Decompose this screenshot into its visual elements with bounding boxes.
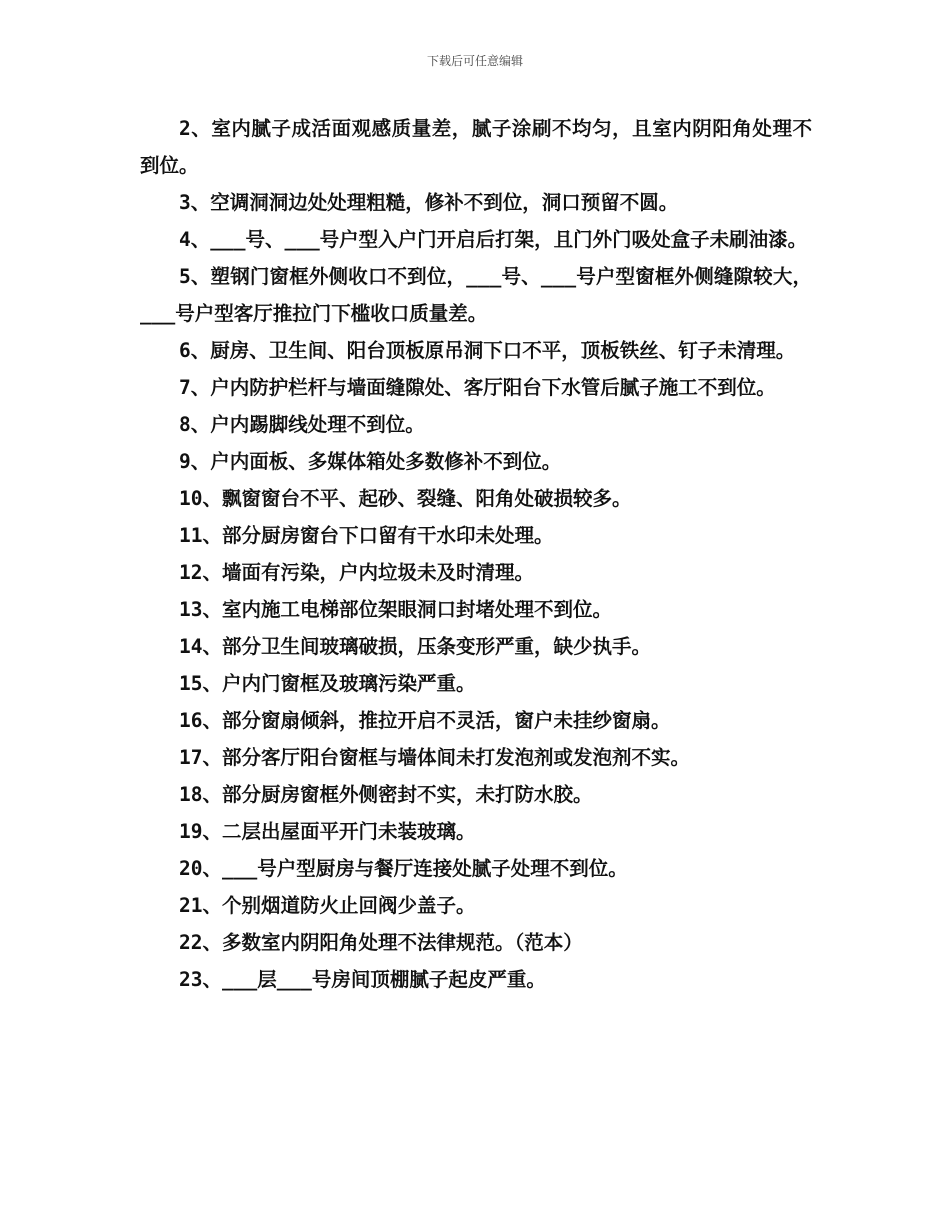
list-item: 4、___号、___号户型入户门开启后打架，且门外门吸处盒子未刷油漆。	[179, 228, 808, 251]
list-item: 7、户内防护栏杆与墙面缝隙处、客厅阳台下水管后腻子施工不到位。	[179, 376, 776, 399]
list-item: 12、墙面有污染，户内垃圾未及时清理。	[179, 561, 534, 584]
list-item: 2、室内腻子成活面观感质量差，腻子涂刷不均匀，且室内阴阳角处理不到位。	[140, 117, 812, 177]
list-item: 22、多数室内阴阳角处理不法律规范。（范本）	[179, 931, 583, 954]
list-item: 6、厨房、卫生间、阳台顶板原吊洞下口不平，顶板铁丝、钉子未清理。	[179, 339, 796, 362]
list-item: 18、部分厨房窗框外侧密封不实，未打防水胶。	[179, 783, 593, 806]
list-item: 15、户内门窗框及玻璃污染严重。	[179, 672, 476, 695]
list-item: 23、___层___号房间顶棚腻子起皮严重。	[179, 968, 546, 991]
list-item: 11、部分厨房窗台下口留有干水印未处理。	[179, 524, 554, 547]
list-item: 10、飘窗窗台不平、起砂、裂缝、阳角处破损较多。	[179, 487, 632, 510]
list-item: 3、空调洞洞边处处理粗糙，修补不到位，洞口预留不圆。	[179, 191, 679, 214]
document-body	[140, 110, 812, 998]
list-item: 8、户内踢脚线处理不到位。	[179, 413, 425, 436]
list-item: 17、部分客厅阳台窗框与墙体间未打发泡剂或发泡剂不实。	[179, 746, 690, 769]
list-item: 13、室内施工电梯部位架眼洞口封堵处理不到位。	[179, 598, 612, 621]
page-header: 下载后可任意编辑	[426, 54, 523, 68]
list-item: 5、塑钢门窗框外侧收口不到位，___号、___号户型窗框外侧缝隙较大，___号户型客厅推拉门下槛收口质量差。	[140, 265, 812, 325]
list-item: 14、部分卫生间玻璃破损，压条变形严重，缺少执手。	[179, 635, 651, 658]
list-item: 16、部分窗扇倾斜，推拉开启不灵活，窗户未挂纱窗扇。	[179, 709, 671, 732]
list-item: 19、二层出屋面平开门未装玻璃。	[179, 820, 476, 843]
list-item: 9、户内面板、多媒体箱处多数修补不到位。	[179, 450, 562, 473]
list-item: 20、___号户型厨房与餐厅连接处腻子处理不到位。	[179, 857, 628, 880]
list-item: 21、个别烟道防火止回阀少盖子。	[179, 894, 476, 917]
